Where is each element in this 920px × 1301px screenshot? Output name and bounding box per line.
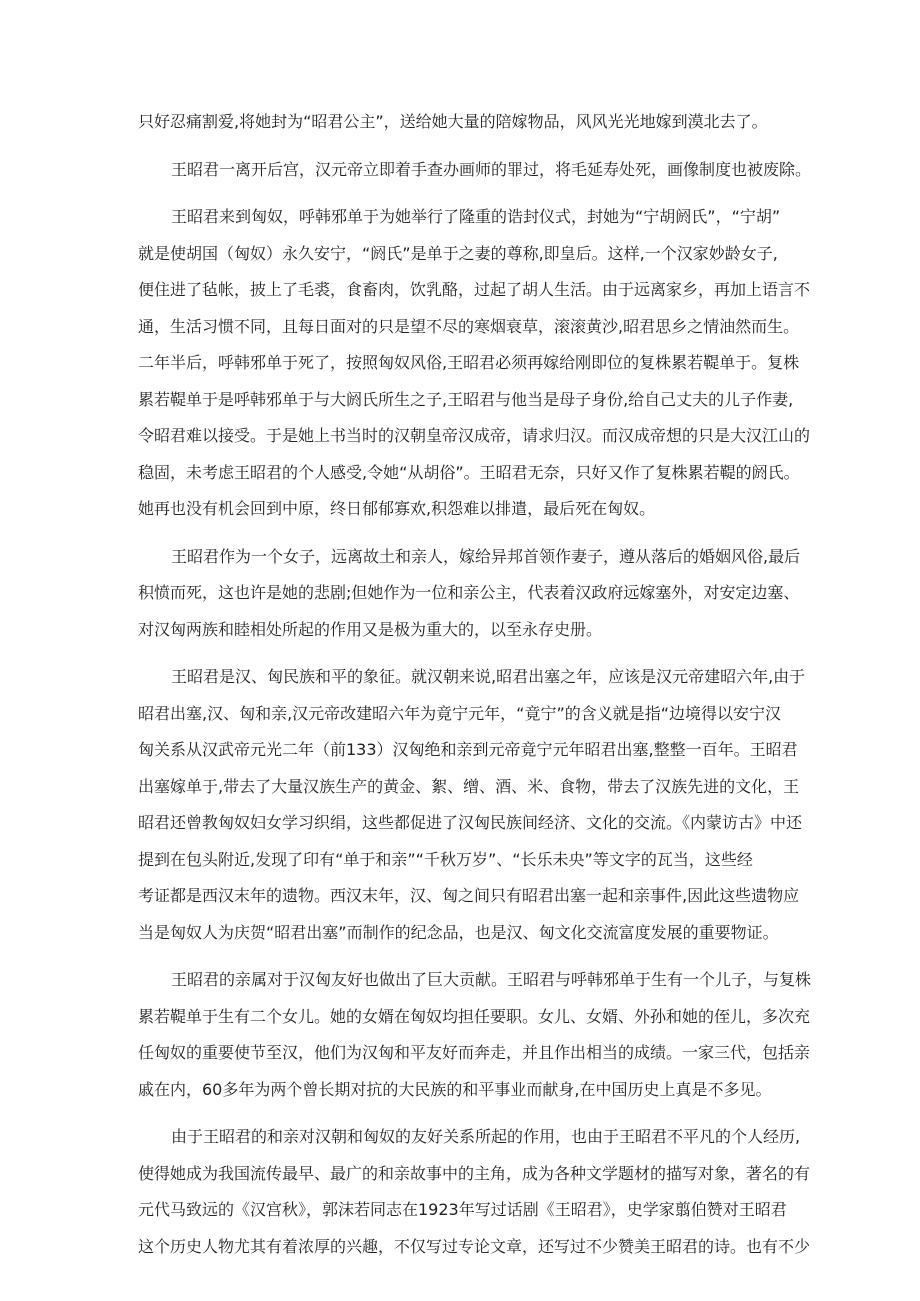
paragraph-5 — [138, 659, 806, 951]
text-line: 稳固，未考虑王昭君的个人感受,令她“从胡俗”。王昭君无奈，只好又作了复株累若鞮的阏氏。 — [138, 462, 800, 482]
text-line: 对汉匈两族和睦相处所起的作用又是极为重大的，以至永存史册。 — [138, 619, 603, 639]
paragraph-4 — [138, 539, 801, 649]
text-line: 由于王昭君的和亲对汉朝和匈奴的友好关系所起的作用，也由于王昭君不平凡的个人经历, — [171, 1127, 801, 1146]
text-line: 使得她成为我国流传最早、最广的和亲故事中的主角，成为各种文学题材的描写对象，著名的有 — [138, 1163, 811, 1183]
text-line: 便住进了毡帐，披上了毛裘，食畜肉，饮乳酪，过起了胡人生活。由于远离家乡，再加上语言不 — [138, 280, 811, 299]
document-page — [138, 104, 812, 1265]
paragraph-6 — [138, 962, 812, 1108]
text-line: 王昭君的亲属对于汉匈友好也做出了巨大贡献。王昭君与呼韩邪单于生有一个儿子，与复株 — [171, 970, 812, 989]
text-line: 王昭君一离开后宫，汉元帝立即着手查办画师的罪过，将毛延寿处死，画像制度也被废除。 — [171, 159, 812, 179]
text-line: 就是使胡国（匈奴）永久安宁，“阏氏”是单于之妻的尊称,即皇后。这样,一个汉家妙龄女子, — [138, 243, 778, 263]
text-line: 累若鞮单于是呼韩邪单于与大阏氏所生之子,王昭君与他当是母子身份,给自己丈夫的儿子作妻, — [138, 389, 794, 409]
paragraph-1 — [138, 104, 798, 141]
text-line: 累若鞮单于生有二个女儿。她的女婿在匈奴均担任要职。女儿、女婿、外孙和她的侄儿，多次充 — [138, 1006, 811, 1026]
paragraph-3 — [138, 199, 811, 528]
text-line: 二年半后，呼韩邪单于死了，按照匈奴风俗,王昭君必须再嫁给刚即位的复株累若鞮单于。复株 — [138, 353, 800, 372]
text-line: 她再也没有机会回到中原，终日郁郁寡欢,积怨难以排遣，最后死在匈奴。 — [138, 499, 656, 518]
text-line: 昭君出塞,汉、匈和亲,汉元帝改建昭六年为竟宁元年，“竟宁”的含义就是指“边境得以安宁汉 — [138, 703, 782, 723]
text-line: 通，生活习惯不同，且每日面对的只是望不尽的寒烟衰草，滚滚黄沙,昭君思乡之情油然而生。 — [138, 316, 800, 336]
text-line: 戚在内，60多年为两个曾长期对抗的大民族的和平事业而献身,在中国历史上真是不多见。 — [138, 1079, 772, 1099]
text-line: 考证都是西汉末年的遗物。西汉末年，汉、匈之间只有昭君出塞一起和亲事件,因此这些遗物应 — [138, 886, 800, 905]
text-line: 匈关系从汉武帝元光二年（前133）汉匈绝和亲到元帝竟宁元年昭君出塞,整整一百年。王昭君 — [138, 740, 798, 759]
text-line: 昭君还曾教匈奴妇女学习织绢，这些都促进了汉匈民族间经济、文化的交流。《内蒙访古》中还 — [138, 813, 803, 832]
text-line: 王昭君作为一个女子，远离故土和亲人，嫁给异邦首领作妻子，遵从落后的婚姻风俗,最后 — [171, 546, 801, 566]
paragraph-2 — [138, 152, 812, 189]
text-line: 元代马致远的《汉宫秋》，郭沫若同志在1923年写过话剧《王昭君》，史学家翦伯赞对王昭君 — [138, 1200, 787, 1219]
text-line: 提到在包头附近,发现了印有“单于和亲”“千秋万岁”、“长乐未央”等文字的瓦当，这些经 — [138, 849, 753, 869]
text-line: 令昭君难以接受。于是她上书当时的汉朝皇帝汉成帝，请求归汉。而汉成帝想的只是大汉江山的 — [138, 426, 811, 445]
text-line: 这个历史人物尤其有着浓厚的兴趣，不仅写过专论文章，还写过不少赞美王昭君的诗。也有不少 — [138, 1236, 811, 1256]
text-line: 积愤而死，这也许是她的悲剧;但她作为一位和亲公主，代表着汉政府远嫁塞外，对安定边塞、 — [138, 583, 800, 602]
text-line: 王昭君是汉、匈民族和平的象征。就汉朝来说,昭君出塞之年，应该是汉元帝建昭六年,由于 — [171, 667, 806, 686]
text-line: 任匈奴的重要使节至汉，他们为汉匈和平友好而奔走，并且作出相当的成绩。一家三代，包括亲 — [138, 1043, 811, 1062]
text-line: 王昭君来到匈奴，呼韩邪单于为她举行了隆重的诰封仪式，封她为“宁胡阏氏”，“宁胡” — [171, 207, 781, 226]
text-line: 出塞嫁单于,带去了大量汉族生产的黄金、絮、缯、酒、米、食物，带去了汉族先进的文化，王 — [138, 776, 800, 796]
text-line: 当是匈奴人为庆贺“昭君出塞”而制作的纪念品，也是汉、匈文化交流富度发展的重要物证。 — [138, 922, 779, 942]
paragraph-7 — [138, 1119, 811, 1265]
text-line: 只好忍痛割爱,将她封为“昭君公主”，送给她大量的陪嫁物品，风风光光地嫁到漠北去了。 — [138, 112, 768, 131]
